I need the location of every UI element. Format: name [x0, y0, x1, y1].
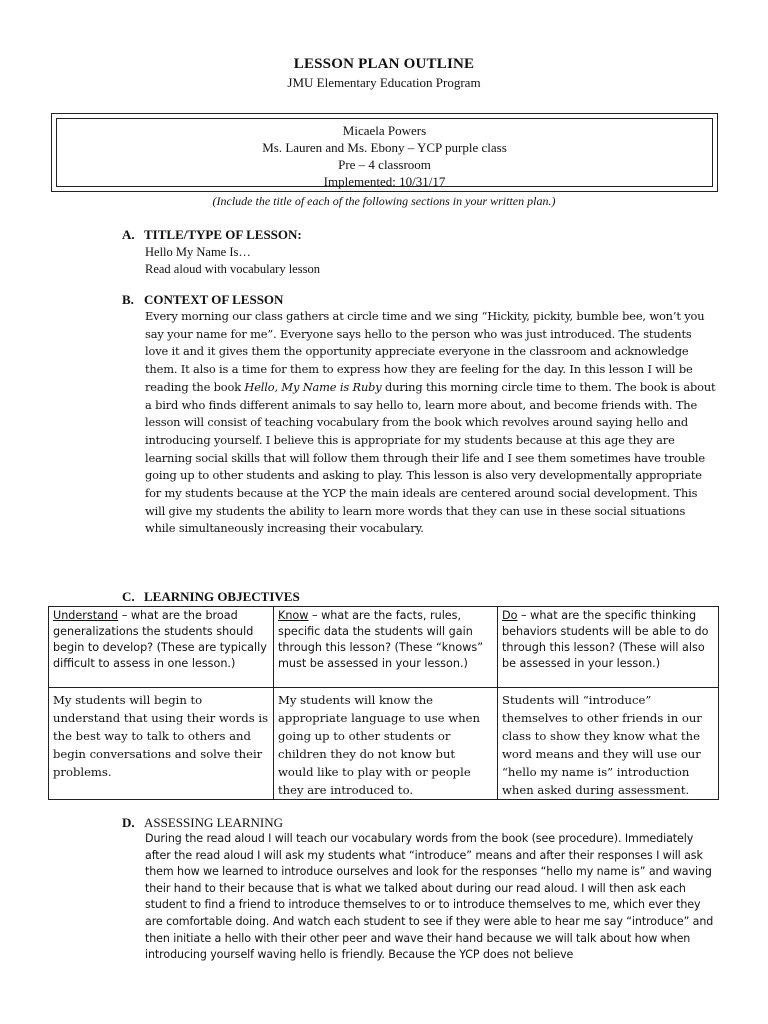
implemented-date: Implemented: 10/31/17 — [323, 174, 446, 189]
do-description: – what are the specific thinking behaviors students will be able to do through this lesson? (These will also be assessed in your lesson.) — [502, 609, 709, 670]
section-a-body — [145, 244, 320, 278]
know-answer: My students will know the appropriate language to use when going up to other students or children they do not know but would like to play with or people they are introduced to. — [274, 688, 498, 800]
section-c-letter: C. — [122, 589, 135, 604]
do-label: Do — [502, 609, 518, 622]
section-c-title: LEARNING OBJECTIVES — [144, 589, 300, 604]
objectives-answer-row — [49, 688, 719, 800]
instruction-note: (Include the title of each of the following sections in your written plan.) — [212, 194, 556, 208]
section-a-title: TITLE/TYPE OF LESSON: — [144, 227, 302, 242]
understand-prompt-cell — [49, 607, 274, 688]
know-prompt-cell — [274, 607, 498, 688]
lesson-type: Read aloud with vocabulary lesson — [145, 262, 320, 276]
context-text-part-1: Every morning our class gathers at circle time and we sing “Hickity, pickity, bumble bee, won’t you say your name for me”. Everyone says hello to the person who was just introduced. The students love it and it gives them the opportunity appreciate everyone in the classroom and acknowledge them. It also is a time for them to express how they are feeling for the day. In this lesson I will be reading the book — [145, 309, 705, 394]
do-answer: Students will “introduce” themselves to other friends in our class to show they know what the word means and they will use our “hello my name is” introduction when asked during assessment. — [498, 688, 719, 800]
section-d-letter: D. — [122, 815, 135, 830]
objectives-header-row — [49, 607, 719, 688]
teacher-class: Ms. Lauren and Ms. Ebony – YCP purple class — [262, 140, 507, 155]
section-d-title: ASSESSING LEARNING — [144, 815, 284, 830]
book-title: Hello, My Name is Ruby — [244, 379, 382, 394]
assessing-text: During the read aloud I will teach our vocabulary words from the book (see procedure). Immediately after the read aloud I will ask my students what “introduce” means and after their responses I will ask them how we learned to introduce ourselves and look for the responses “hello my name is” and waving their hand to their because that is what we talked about during our read aloud. I will then ask each student to find a friend to introduce themselves to or to introduce themselves to me, which ever they are comfortable doing. And watch each student to see if they were able to hear me say “introduce” and then initiate a hello with their other peer and wave their hand because we will talk about how when introducing yourself waving hello is friendly. Because the YCP does not believe — [145, 832, 714, 962]
know-label: Know — [278, 609, 309, 622]
info-box-inner — [56, 118, 713, 187]
author-name: Micaela Powers — [342, 123, 427, 138]
section-d-heading — [122, 815, 283, 831]
know-description: – what are the facts, rules, specific data the students will gain through this lesson? (These “knows” must be assessed in your lesson.) — [278, 609, 483, 670]
section-c-heading — [122, 589, 300, 605]
page-title: LESSON PLAN OUTLINE — [293, 56, 475, 72]
lesson-title: Hello My Name Is… — [145, 245, 251, 259]
info-box — [51, 113, 718, 192]
context-text-part-2: during this morning circle time to them. The book is about a bird who finds different animals to say hello to, learn more about, and become friends with. The lesson will consist of teaching vocabulary from the book which revolves around saying hello and introducing yourself. I believe this is appropriate for my students because at this age they are learning social skills that will follow them through their life and I see them sometimes have trouble going up to other students and asking to play. This lesson is also very developmentally appropriate for my students because at the YCP the main ideals are centered around social development. This will give my students the ability to learn more words that they can use in these social situations while simultaneously increasing their vocabulary. — [145, 379, 716, 536]
section-a-heading — [122, 227, 302, 243]
section-b-heading — [122, 292, 283, 308]
context-paragraph — [145, 308, 717, 538]
section-b-letter: B. — [122, 292, 134, 307]
understand-label: Understand — [53, 609, 119, 622]
understand-answer: My students will begin to understand that using their words is the best way to talk to others and begin conversations and solve their problems. — [49, 688, 274, 800]
page-subtitle: JMU Elementary Education Program — [287, 75, 481, 90]
understand-description: – what are the broad generalizations the students should begin to develop? (These are typically difficult to assess in one lesson.) — [53, 609, 267, 670]
do-prompt-cell — [498, 607, 719, 688]
section-a-letter: A. — [122, 227, 135, 242]
objectives-table — [48, 606, 719, 800]
assessing-paragraph — [145, 831, 715, 964]
classroom-level: Pre – 4 classroom — [338, 157, 431, 172]
section-b-title: CONTEXT OF LESSON — [144, 292, 284, 307]
